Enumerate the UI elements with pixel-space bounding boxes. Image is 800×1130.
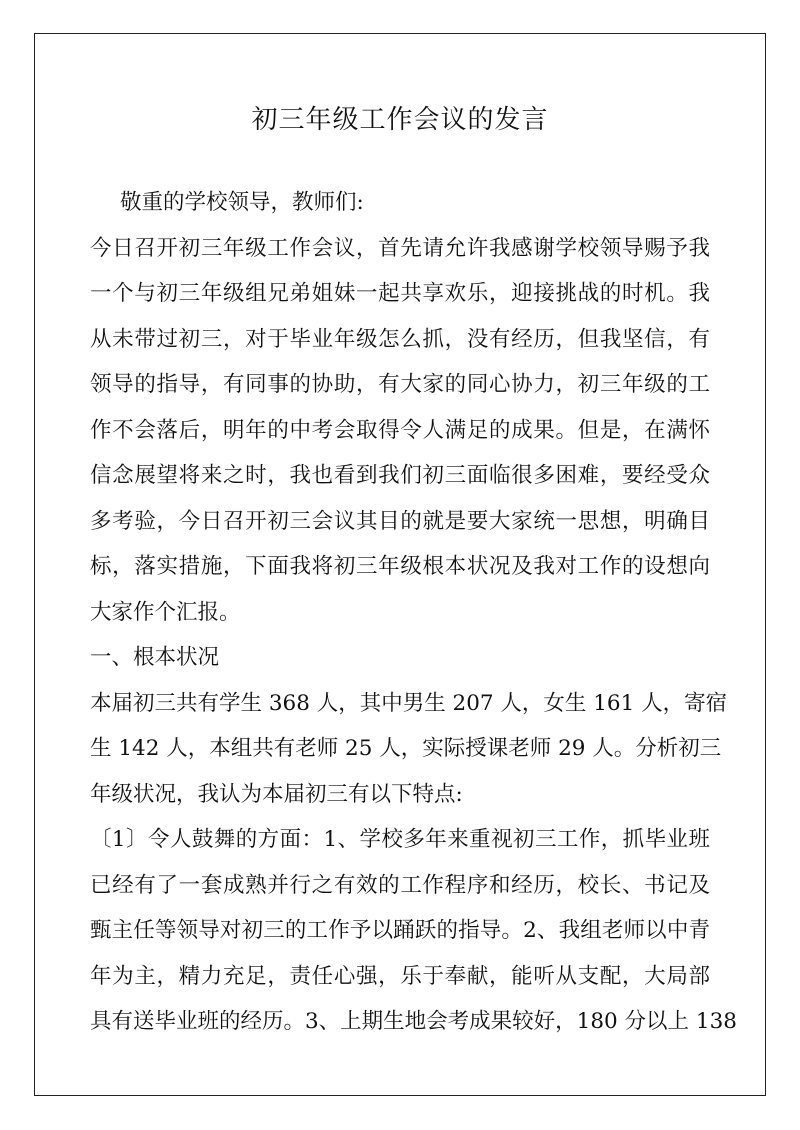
body-line: 本届初三共有学生 368 人，其中男生 207 人，女生 161 人，寄宿 (90, 690, 728, 716)
body-line: 信念展望将来之时，我也看到我们初三面临很多困难，要经受众 (90, 463, 710, 488)
body-line: 具有送毕业班的经历。3、上期生地会考成果较好，180 分以上 138 (90, 1009, 737, 1034)
body-line: 一个与初三年级组兄弟姐妹一起共享欢乐，迎接挑战的时机。我 (90, 281, 710, 306)
body-line: 年为主，精力充足，责任心强，乐于奉献，能听从支配，大局部 (90, 963, 710, 989)
body-line: 已经有了一套成熟并行之有效的工作程序和经历，校长、书记及 (90, 872, 710, 898)
body-line: 作不会落后，明年的中考会取得令人满足的成果。但是，在满怀 (90, 417, 710, 443)
salutation-line: 敬重的学校领导，教师们: (120, 190, 364, 215)
body-line: 领导的指导，有同事的协助，有大家的同心协力，初三年级的工 (90, 372, 710, 397)
section-heading: 一、根本状况 (90, 645, 220, 670)
body-line: 生 142 人，本组共有老师 25 人，实际授课老师 29 人。分析初三 (90, 736, 722, 761)
body-line: 标，落实措施，下面我将初三年级根本状况及我对工作的设想向 (90, 554, 710, 579)
body-line: 大家作个汇报。 (90, 599, 241, 625)
document-body (90, 180, 737, 1045)
body-line: 年级状况，我认为本届初三有以下特点: (90, 781, 463, 807)
body-line: 多考验，今日召开初三会议其目的就是要大家统一思想，明确目 (90, 508, 710, 534)
body-line: 甄主任等领导对初三的工作予以踊跃的指导。2、我组老师以中青 (90, 918, 710, 943)
body-line: 〔1〕令人鼓舞的方面：1、学校多年来重视初三工作，抓毕业班 (90, 827, 710, 852)
body-line: 今日召开初三年级工作会议，首先请允许我感谢学校领导赐予我 (90, 235, 710, 261)
document-title: 初三年级工作会议的发言 (251, 105, 549, 135)
body-line: 从未带过初三，对于毕业年级怎么抓，没有经历，但我坚信，有 (90, 326, 710, 352)
